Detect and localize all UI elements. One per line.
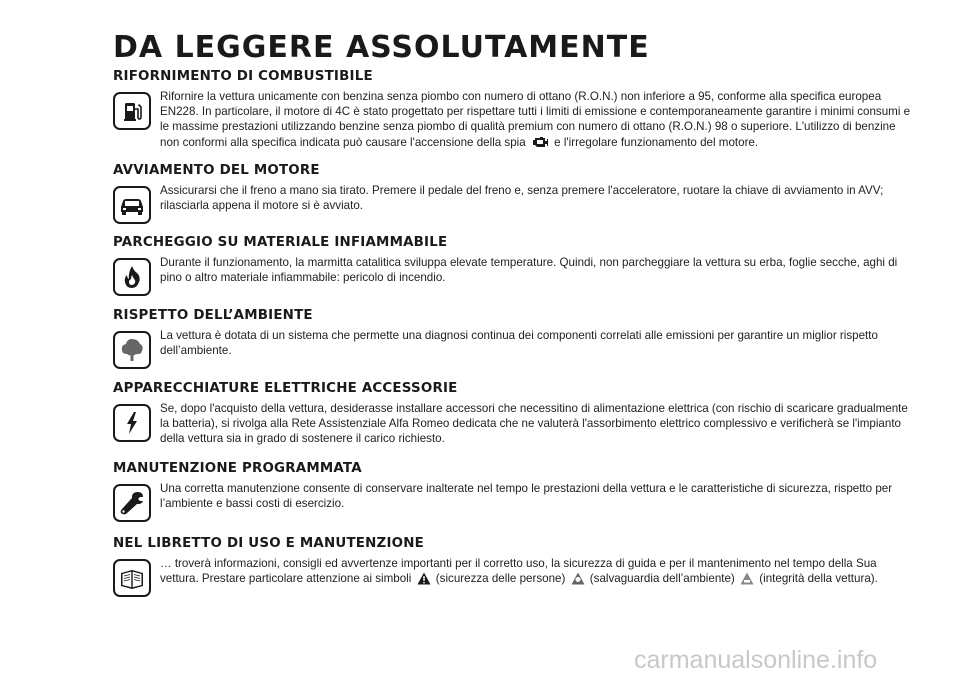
symbol-label-environment: (salvaguardia dell’ambiente)	[589, 571, 735, 585]
environment-triangle-icon	[571, 572, 585, 590]
section-heading: NEL LIBRETTO DI USO E MANUTENZIONE	[113, 536, 424, 551]
section-heading: RIFORNIMENTO DI COMBUSTIBILE	[113, 69, 373, 84]
page-title: DA LEGGERE ASSOLUTAMENTE	[113, 30, 650, 65]
section-heading: APPARECCHIATURE ELETTRICHE ACCESSORIE	[113, 381, 458, 396]
section-engine-start	[113, 162, 913, 214]
symbol-label-vehicle: (integrità della vettura).	[759, 571, 878, 585]
section-maintenance	[113, 460, 913, 512]
section-parking	[113, 234, 913, 286]
section-heading: PARCHEGGIO SU MATERIALE INFIAMMABILE	[113, 235, 448, 250]
section-electrical	[113, 380, 913, 447]
section-text: Una corretta manutenzione consente di conservare inalterate nel tempo le prestazioni della vettura e le caratteristiche di sicurezza, rispetto per l’ambiente e bassi costi di esercizio.	[160, 482, 893, 510]
tree-icon	[113, 331, 151, 369]
section-manual	[113, 535, 913, 590]
lightning-icon	[113, 404, 151, 442]
car-icon	[113, 186, 151, 224]
section-text: Durante il funzionamento, la marmitta catalitica sviluppa elevate temperature. Quindi, non parcheggiare la vettura su erba, foglie secche, aghi di pino o altro materiale infiammabile: pericolo di incendio.	[160, 256, 898, 284]
section-text: Se, dopo l'acquisto della vettura, desiderasse installare accessori che necessitino di alimentazione elettrica (con rischio di scaricare gradualmente la batteria), si rivolga alla Rete Assistenziale Alfa Romeo dedicata che ne valuterà l'assorbimento elettrico complessivo e verificherà se l'impianto della vettura sia in grado di sostenere il carico richiesto.	[160, 402, 908, 445]
warning-triangle-icon	[417, 572, 431, 590]
section-text-continued: e l'irregolare funzionamento del motore.	[554, 135, 759, 149]
section-heading: RISPETTO DELL’AMBIENTE	[113, 308, 313, 323]
section-text: … troverà informazioni, consigli ed avvertenze importanti per il corretto uso, la sicurezza di guida e per il mantenimento nel tempo della Sua vettura. Prestare particolare attenzione ai simboli	[160, 557, 877, 585]
fuel-pump-icon	[113, 92, 151, 130]
section-environment	[113, 307, 913, 359]
engine-warning-icon	[531, 135, 549, 154]
fire-icon	[113, 258, 151, 296]
section-text: Rifornire la vettura unicamente con benzina senza piombo con numero di ottano (R.O.N.) non inferiore a 95, conforme alla specifica europea EN228. In particolare, il motore di 4C è stato progettato per rispettare tutti i limiti di emissione e contemporaneamente garantire i minimi consumi e le massime prestazioni utilizzando benzine senza piombo di qualità premium con numero di ottano (R.O.N.) 98 o superiore. L'utilizzo di benzine non conformi alla specifica indicata può causare l'accensione della spia	[160, 90, 911, 149]
section-fuel	[113, 68, 913, 154]
wrench-icon	[113, 484, 151, 522]
section-heading: AVVIAMENTO DEL MOTORE	[113, 163, 320, 178]
section-text: La vettura è dotata di un sistema che permette una diagnosi continua dei componenti correlati alle emissioni per garantire un miglior rispetto dell’ambiente.	[160, 329, 878, 357]
section-text: Assicurarsi che il freno a mano sia tirato. Premere il pedale del freno e, senza premere l'acceleratore, ruotare la chiave di avviamento in AVV; rilasciarla appena il motore si è avviato.	[160, 184, 884, 212]
symbol-label-safety: (sicurezza delle persone)	[435, 571, 566, 585]
book-icon	[113, 559, 151, 597]
watermark: carmanualsonline.info	[634, 646, 878, 674]
vehicle-triangle-icon	[740, 572, 754, 590]
section-heading: MANUTENZIONE PROGRAMMATA	[113, 461, 362, 476]
